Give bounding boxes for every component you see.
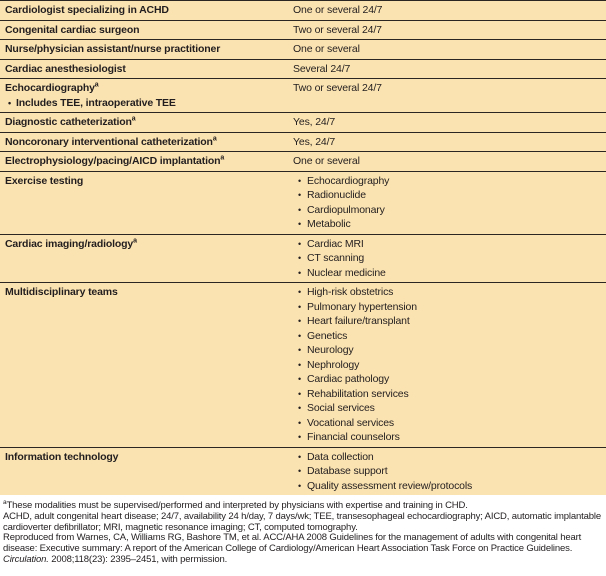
row-value-cell xyxy=(293,23,602,38)
bullet-item: Social services xyxy=(307,402,375,414)
bullet-item: High-risk obstetrics xyxy=(307,286,394,298)
bullet-line xyxy=(293,416,602,431)
bullet-item: Nephrology xyxy=(307,358,360,371)
bullet-item: Database support xyxy=(307,465,388,477)
citation-text: Reproduced from Warnes, CA, Williams RG, Bashore TM, et al. ACC/AHA 2008 Guidelines for the management of adults with congenital heart disease: Executive summary: A report of the American College of Cardiology/American Heart Association Task Force on Practice Guidelines. xyxy=(3,532,582,555)
bullet-item: Includes TEE, intraoperative TEE xyxy=(16,96,176,109)
row-value: Two or several 24/7 xyxy=(293,23,382,36)
bullet-icon: • xyxy=(298,330,302,341)
footnote-marker: a xyxy=(3,498,7,506)
bullet-item: Neurology xyxy=(307,344,354,356)
row-label: Congenital cardiac surgeon xyxy=(5,23,140,36)
bullet-item: Vocational services xyxy=(307,416,395,429)
bullet-icon: • xyxy=(298,480,302,491)
bullet-line xyxy=(293,174,602,189)
bullet-line xyxy=(293,300,602,315)
bullet-line xyxy=(293,329,602,344)
bullet-icon: • xyxy=(8,97,12,108)
bullet-line xyxy=(293,464,602,479)
table-row xyxy=(0,113,606,133)
bullet-item: Metabolic xyxy=(307,218,351,230)
bullet-icon: • xyxy=(298,403,302,413)
footnote-text: These modalities must be supervised/performed and interpreted by physicians with expertise and training in CHD. xyxy=(6,500,468,511)
bullet-line xyxy=(293,387,602,402)
bullet-line xyxy=(293,479,602,494)
table-row xyxy=(0,172,606,235)
row-label: Cardiologist specializing in ACHD xyxy=(5,4,169,16)
bullet-line xyxy=(293,217,602,232)
bullet-icon: • xyxy=(298,345,302,355)
bullet-item: Cardiac MRI xyxy=(307,237,364,250)
bullet-item: Echocardiography xyxy=(307,174,390,187)
row-label-cell xyxy=(5,42,293,57)
row-value-cell xyxy=(293,450,602,494)
row-value: Several 24/7 xyxy=(293,62,351,75)
bullet-icon: • xyxy=(298,190,302,200)
citation-text: 2008;118(23): 2395–2451, with permission. xyxy=(48,553,228,565)
bullet-icon: • xyxy=(298,219,302,229)
bullet-line xyxy=(293,203,602,218)
bullet-line xyxy=(293,251,602,266)
row-label-cell xyxy=(5,62,293,77)
bullet-icon: • xyxy=(298,316,302,326)
bullet-icon: • xyxy=(298,267,302,278)
bullet-icon: • xyxy=(298,253,302,263)
table-row xyxy=(0,133,606,153)
bullet-line xyxy=(293,450,602,465)
table-row xyxy=(0,152,606,172)
row-value: One or several xyxy=(293,43,360,55)
row-value: One or several xyxy=(293,155,360,167)
bullet-line xyxy=(293,266,602,281)
row-value: Yes, 24/7 xyxy=(293,135,336,148)
footnote-marker: a xyxy=(220,154,225,162)
bullet-line xyxy=(293,430,602,445)
footnote-marker: a xyxy=(212,135,217,142)
footnote-marker: a xyxy=(133,237,137,244)
row-label: Exercise testing xyxy=(5,174,84,187)
bullet-icon: • xyxy=(298,301,302,312)
bullet-line xyxy=(293,237,602,252)
bullet-item: Cardiac pathology xyxy=(307,373,390,385)
label-sub-bullet xyxy=(5,96,287,111)
row-label-cell xyxy=(5,237,293,281)
bullet-item: Rehabilitation services xyxy=(307,387,409,400)
row-label-cell xyxy=(5,81,293,110)
row-label: Information technology xyxy=(5,450,119,463)
table-row xyxy=(0,283,606,448)
row-value: One or several 24/7 xyxy=(293,4,383,16)
bullet-item: Nuclear medicine xyxy=(307,266,386,279)
bullet-line xyxy=(293,401,602,416)
table-row xyxy=(0,235,606,284)
bullet-item: Quality assessment review/protocols xyxy=(307,479,473,492)
footnotes xyxy=(0,495,606,566)
row-label: Electrophysiology/pacing/AICD implantation xyxy=(5,155,221,167)
bullet-icon: • xyxy=(298,359,302,370)
bullet-line xyxy=(293,343,602,358)
row-value-cell xyxy=(293,81,602,110)
row-label: Nurse/physician assistant/nurse practitioner xyxy=(5,43,221,55)
bullet-icon: • xyxy=(298,175,302,186)
footnote-marker: a xyxy=(94,81,99,89)
row-label: Cardiac anesthesiologist xyxy=(5,62,126,75)
row-label: Multidisciplinary teams xyxy=(5,286,118,298)
bullet-icon: • xyxy=(298,287,302,297)
row-label-cell xyxy=(5,154,293,169)
row-label-cell xyxy=(5,285,293,445)
row-value-cell xyxy=(293,115,602,130)
bullet-icon: • xyxy=(298,432,302,442)
bullet-item: CT scanning xyxy=(307,252,365,264)
footnote-citation xyxy=(3,533,602,565)
row-value: Yes, 24/7 xyxy=(293,116,336,128)
row-label: Noncoronary interventional catheterization xyxy=(5,135,213,148)
bullet-line xyxy=(293,372,602,387)
bullet-item: Heart failure/transplant xyxy=(307,315,410,327)
bullet-line xyxy=(293,188,602,203)
footnote-abbreviations: ACHD, adult congenital heart disease; 24/7, availability 24 h/day, 7 days/wk; TEE, transesophageal echocardiography; AICD, automatic implantable cardioverter defibrillator; MRI, magnetic resonance imaging; CT, computed tomography. xyxy=(3,510,602,533)
row-label: Diagnostic catheterization xyxy=(5,116,132,128)
row-value: Two or several 24/7 xyxy=(293,82,382,94)
bullet-icon: • xyxy=(298,451,302,462)
bullet-icon: • xyxy=(298,204,302,215)
bullet-icon: • xyxy=(298,374,302,384)
bullet-line xyxy=(293,314,602,329)
row-label: Echocardiography xyxy=(5,82,95,94)
table-row xyxy=(0,21,606,41)
bullet-item: Cardiopulmonary xyxy=(307,203,385,216)
table-row xyxy=(0,40,606,60)
row-value-cell xyxy=(293,62,602,77)
bullet-icon: • xyxy=(298,238,302,249)
row-value-cell xyxy=(293,42,602,57)
row-label-cell xyxy=(5,174,293,232)
row-label-cell xyxy=(5,23,293,38)
row-value-cell xyxy=(293,154,602,169)
bullet-line xyxy=(293,285,602,300)
bullet-icon: • xyxy=(298,417,302,428)
bullet-line xyxy=(293,358,602,373)
row-label-cell xyxy=(5,135,293,150)
bullet-item: Radionuclide xyxy=(307,189,366,201)
bullet-item: Data collection xyxy=(307,450,374,463)
row-label-cell xyxy=(5,115,293,130)
row-value-cell xyxy=(293,135,602,150)
bullet-icon: • xyxy=(298,466,302,476)
table-row xyxy=(0,1,606,21)
row-value-cell xyxy=(293,3,602,18)
bullet-icon: • xyxy=(298,388,302,399)
row-value-cell xyxy=(293,237,602,281)
journal-name: Circulation. xyxy=(3,553,49,565)
row-value-cell xyxy=(293,285,602,445)
table-row xyxy=(0,448,606,496)
bullet-item: Genetics xyxy=(307,329,348,342)
table-row xyxy=(0,60,606,80)
bullet-item: Pulmonary hypertension xyxy=(307,300,417,313)
row-label: Cardiac imaging/radiology xyxy=(5,237,134,250)
footnote-marker: a xyxy=(131,115,136,123)
row-value-cell xyxy=(293,174,602,232)
row-label-cell xyxy=(5,3,293,18)
bullet-item: Financial counselors xyxy=(307,431,400,443)
table-row xyxy=(0,79,606,113)
row-label-cell xyxy=(5,450,293,494)
